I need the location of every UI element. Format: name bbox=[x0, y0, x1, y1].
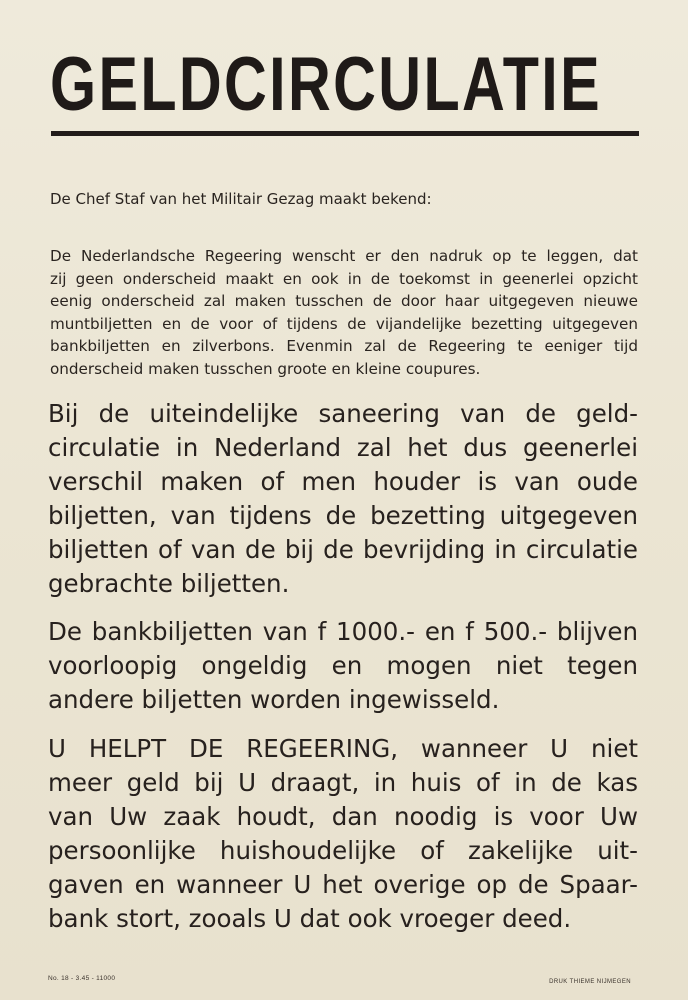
paragraph-line: gebrachte biljetten. bbox=[48, 569, 290, 598]
paragraph-line: De bankbiljetten van f 1000.- en f 500.- blijven bbox=[48, 617, 638, 646]
paragraph-saneering bbox=[48, 397, 638, 601]
paragraph-small-line: zij geen onderscheid maakt en ook in de toekomst in geenerlei opzicht bbox=[50, 269, 638, 288]
paragraph-small-line: muntbiljetten en de voor of tijdens de vijandelijke bezetting uitgegeven bbox=[50, 314, 638, 333]
printer-credit: DRUK THIEME NIJMEGEN bbox=[549, 979, 631, 985]
poster-title: GELDCIRCULATIE bbox=[50, 42, 602, 127]
paragraph-line: andere biljetten worden ingewisseld. bbox=[48, 685, 500, 714]
paragraph-line: biljetten, van tijdens de bezetting uitgegeven bbox=[48, 501, 638, 530]
paragraph-helpt-de-regeering bbox=[48, 732, 638, 936]
paragraph-line: bank stort, zooals U dat ook vroeger deed. bbox=[48, 904, 572, 933]
intro-line: De Chef Staf van het Militair Gezag maakt bekend: bbox=[50, 190, 432, 208]
paragraph-line: voorloopig ongeldig en mogen niet tegen bbox=[48, 651, 638, 680]
print-number: No. 18 - 3.45 - 11000 bbox=[48, 975, 116, 982]
paragraph-line: Bij de uiteindelijke saneering van de geld- bbox=[48, 399, 638, 428]
paragraph-line: circulatie in Nederland zal het dus geenerlei bbox=[48, 433, 638, 462]
paragraph-line: van Uw zaak houdt, dan noodig is voor Uw bbox=[48, 802, 638, 831]
paragraph-line: meer geld bij U draagt, in huis of in de kas bbox=[48, 768, 638, 797]
paragraph-small-line: onderscheid maken tusschen groote en kleine coupures. bbox=[50, 359, 481, 378]
paragraph-bankbiljetten bbox=[48, 615, 638, 717]
paragraph-line: persoonlijke huishoudelijke of zakelijke uit- bbox=[48, 836, 638, 865]
paragraph-small-line: eenig onderscheid zal maken tusschen de door haar uitgegeven nieuwe bbox=[50, 292, 638, 310]
paragraph-small-line: bankbiljetten en zilverbons. Evenmin zal de Regeering te eeniger tijd bbox=[50, 337, 638, 355]
paragraph-small-line: De Nederlandsche Regeering wenscht er den nadruk op te leggen, dat bbox=[50, 247, 638, 265]
paragraph-line: U HELPT DE REGEERING, wanneer U niet bbox=[48, 734, 638, 763]
title-underline bbox=[51, 131, 639, 136]
paragraph-line: biljetten of van de bij de bevrijding in circulatie bbox=[48, 535, 638, 564]
paragraph-small bbox=[50, 245, 638, 380]
paragraph-line: gaven en wanneer U het overige op de Spaar- bbox=[48, 870, 638, 899]
paragraph-line: verschil maken of men houder is van oude bbox=[48, 467, 638, 496]
